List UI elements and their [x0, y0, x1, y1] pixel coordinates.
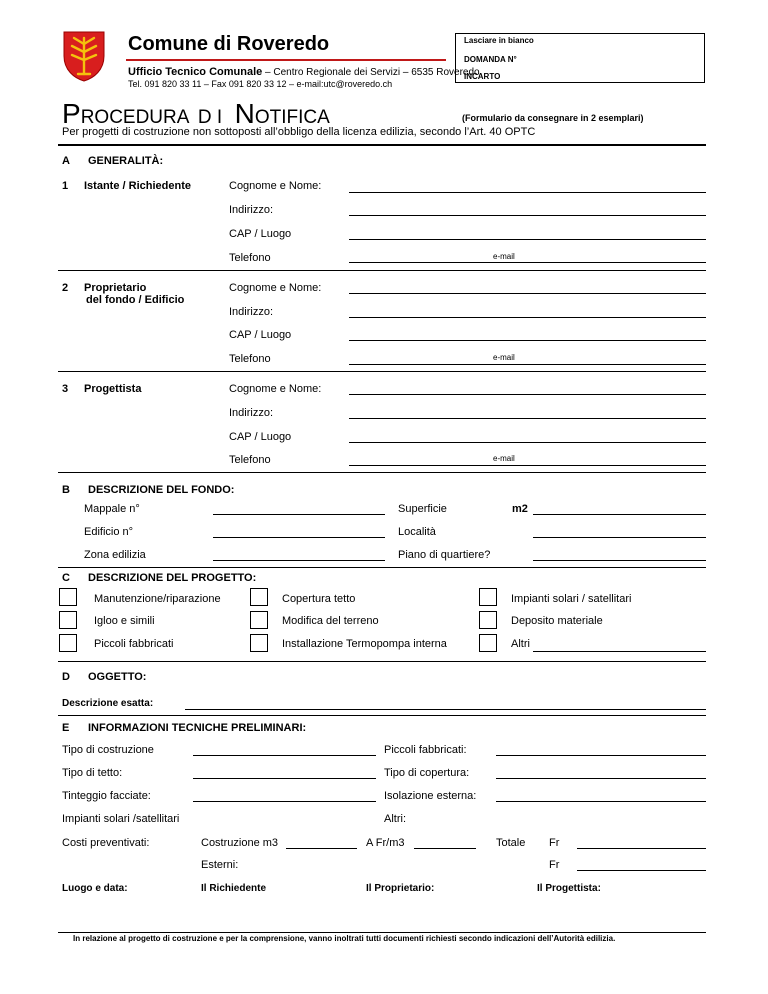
- party-2-email-label: e-mail: [493, 353, 515, 362]
- party-3-phone-label: Telefono: [229, 454, 271, 466]
- party-3-address-field[interactable]: [349, 418, 706, 419]
- section-b-bottom-rule: [58, 567, 706, 568]
- office-detail: – Centro Regionale dei Servizi – 6535 Roveredo: [262, 67, 480, 78]
- party-3-name-label: Cognome e Nome:: [229, 383, 322, 395]
- totale-fr-label: Fr: [549, 837, 560, 849]
- party-1-name-field[interactable]: [349, 192, 706, 193]
- party-2-phone-email-field[interactable]: [349, 364, 706, 365]
- section-a-bottom-rule: [58, 472, 706, 473]
- party-2-name-field[interactable]: [349, 293, 706, 294]
- party-2-label: Proprietario: [84, 282, 147, 294]
- piano-field[interactable]: [533, 560, 706, 561]
- option-piccoli-fabbricati: Piccoli fabbricati: [94, 638, 174, 650]
- altri-field[interactable]: [533, 651, 706, 652]
- descrizione-label: Descrizione esatta:: [62, 698, 154, 709]
- checkbox-igloo[interactable]: [59, 611, 77, 629]
- tipo-copertura-label: Tipo di copertura:: [384, 767, 470, 779]
- title-rule: [58, 144, 706, 146]
- checkbox-modifica-terreno[interactable]: [250, 611, 268, 629]
- progettista-signature-label: Il Progettista:: [537, 883, 601, 894]
- party-1-cap-field[interactable]: [349, 239, 706, 240]
- piano-label: Piano di quartiere?: [398, 549, 491, 561]
- party-2-name-label: Cognome e Nome:: [229, 282, 322, 294]
- section-c-letter: C: [62, 572, 70, 584]
- checkbox-impianti-solari[interactable]: [479, 588, 497, 606]
- section-a-heading: GENERALITÀ:: [88, 155, 164, 167]
- costruzione-m3-field[interactable]: [286, 848, 357, 849]
- office-name: Ufficio Tecnico Comunale: [128, 66, 263, 78]
- altri-e-label: Altri:: [384, 813, 406, 825]
- party-1-separator: [58, 270, 706, 271]
- richiedente-signature-label: Il Richiedente: [201, 883, 267, 894]
- m2-unit: m2: [512, 503, 528, 515]
- checkbox-termopompa[interactable]: [250, 634, 268, 652]
- checkbox-altri[interactable]: [479, 634, 497, 652]
- checkbox-piccoli-fabbricati[interactable]: [59, 634, 77, 652]
- tipo-costruzione-field[interactable]: [193, 755, 376, 756]
- tinteggio-label: Tinteggio facciate:: [62, 790, 151, 802]
- party-3-phone-email-field[interactable]: [349, 465, 706, 466]
- header-red-rule: [126, 59, 446, 61]
- piccoli-fabbricati-field[interactable]: [496, 755, 706, 756]
- superficie-label: Superficie: [398, 503, 447, 515]
- section-c-heading: DESCRIZIONE DEL PROGETTO:: [88, 572, 257, 584]
- section-b-heading: DESCRIZIONE DEL FONDO:: [88, 484, 235, 496]
- party-1-phone-email-field[interactable]: [349, 262, 706, 263]
- localita-field[interactable]: [533, 537, 706, 538]
- checkbox-deposito-materiale[interactable]: [479, 611, 497, 629]
- zona-field[interactable]: [213, 560, 385, 561]
- costruzione-m3-label: Costruzione m3: [201, 837, 279, 849]
- option-deposito-materiale: Deposito materiale: [511, 615, 603, 627]
- subtitle: Per progetti di costruzione non sottoposti all’obbligo della licenza edilizia, secondo l’Art. 40 OPTC: [62, 126, 536, 138]
- party-1-address-label: Indirizzo:: [229, 204, 274, 216]
- costi-label: Costi preventivati:: [62, 837, 150, 849]
- party-2-phone-label: Telefono: [229, 353, 271, 365]
- party-3-name-field[interactable]: [349, 394, 706, 395]
- office-contacts: Tel. 091 820 33 11 – Fax 091 820 33 12 – e-mail:utc@roveredo.ch: [128, 79, 393, 89]
- tipo-tetto-field[interactable]: [193, 778, 376, 779]
- party-1-label: Istante / Richiedente: [84, 180, 191, 192]
- party-2-address-label: Indirizzo:: [229, 306, 274, 318]
- party-1-address-field[interactable]: [349, 215, 706, 216]
- section-d-heading: OGGETTO:: [88, 671, 147, 683]
- tipo-tetto-label: Tipo di tetto:: [62, 767, 123, 779]
- zona-label: Zona edilizia: [84, 549, 146, 561]
- section-a-letter: A: [62, 155, 70, 167]
- party-2-number: 2: [62, 282, 69, 294]
- esterni-fr-label: Fr: [549, 859, 560, 871]
- superficie-field[interactable]: [533, 514, 706, 515]
- section-c-bottom-rule: [58, 661, 706, 662]
- descrizione-field[interactable]: [185, 709, 706, 710]
- party-2-label-line2: del fondo / Edificio: [86, 294, 185, 306]
- section-e-heading: INFORMAZIONI TECNICHE PRELIMINARI:: [88, 722, 307, 734]
- tipo-costruzione-label: Tipo di costruzione: [62, 744, 154, 756]
- esterni-label: Esterni:: [201, 859, 239, 871]
- luogo-data-label: Luogo e data:: [62, 883, 128, 894]
- party-1-phone-label: Telefono: [229, 252, 271, 264]
- party-3-email-label: e-mail: [493, 454, 515, 463]
- footer-rule: [58, 932, 706, 933]
- party-1-name-label: Cognome e Nome:: [229, 180, 322, 192]
- party-3-label: Progettista: [84, 383, 142, 395]
- option-manutenzione: Manutenzione/riparazione: [94, 593, 221, 605]
- party-2-address-field[interactable]: [349, 317, 706, 318]
- party-3-cap-field[interactable]: [349, 442, 706, 443]
- option-copertura-tetto: Copertura tetto: [282, 593, 356, 605]
- party-2-cap-field[interactable]: [349, 340, 706, 341]
- party-3-number: 3: [62, 383, 69, 395]
- party-2-cap-label: CAP / Luogo: [229, 329, 292, 341]
- domanda-label: DOMANDA N°: [464, 55, 517, 64]
- party-1-email-label: e-mail: [493, 252, 515, 261]
- proprietario-signature-label: Il Proprietario:: [366, 883, 435, 894]
- section-d-letter: D: [62, 671, 70, 683]
- option-termopompa: Installazione Termopompa interna: [282, 638, 447, 650]
- page-title: PROCEDURA D I NOTIFICA: [62, 98, 330, 129]
- coat-of-arms-logo: [62, 30, 106, 82]
- afr-m3-label: A Fr/m3: [366, 837, 405, 849]
- totale-fr-field[interactable]: [577, 848, 706, 849]
- afr-m3-field[interactable]: [414, 848, 476, 849]
- party-3-address-label: Indirizzo:: [229, 407, 274, 419]
- mappale-field[interactable]: [213, 514, 385, 515]
- tipo-copertura-field[interactable]: [496, 778, 706, 779]
- party-1-number: 1: [62, 180, 69, 192]
- party-2-separator: [58, 371, 706, 372]
- isolazione-label: Isolazione esterna:: [384, 790, 477, 802]
- option-modifica-terreno: Modifica del terreno: [282, 615, 379, 627]
- party-3-cap-label: CAP / Luogo: [229, 431, 292, 443]
- section-d-bottom-rule: [58, 715, 706, 716]
- option-impianti-solari: Impianti solari / satellitari: [511, 593, 632, 605]
- totale-label: Totale: [496, 837, 526, 849]
- piccoli-fabbricati-label: Piccoli fabbricati:: [384, 744, 467, 756]
- option-altri: Altri: [511, 638, 530, 650]
- party-1-cap-label: CAP / Luogo: [229, 228, 292, 240]
- section-b-letter: B: [62, 484, 70, 496]
- esterni-fr-field[interactable]: [577, 870, 706, 871]
- incarto-label: INCARTO: [464, 72, 501, 81]
- section-e-letter: E: [62, 722, 70, 734]
- blank-box: [455, 33, 705, 83]
- edificio-label: Edificio n°: [84, 526, 134, 538]
- office-line: [128, 66, 480, 78]
- checkbox-manutenzione[interactable]: [59, 588, 77, 606]
- edificio-field[interactable]: [213, 537, 385, 538]
- footer-note: In relazione al progetto di costruzione e per la comprensione, vanno inoltrati tutti documenti richiesti secondo indicazioni dell’Autorità edilizia.: [73, 934, 616, 943]
- localita-label: Località: [398, 526, 436, 538]
- option-igloo: Igloo e simili: [94, 615, 155, 627]
- mappale-label: Mappale n°: [84, 503, 140, 515]
- blank-box-title: Lasciare in bianco: [464, 36, 534, 45]
- isolazione-field[interactable]: [496, 801, 706, 802]
- impianti-label: Impianti solari /satellitari: [62, 813, 180, 825]
- checkbox-copertura-tetto[interactable]: [250, 588, 268, 606]
- municipality-name: Comune di Roveredo: [128, 33, 330, 55]
- tinteggio-field[interactable]: [193, 801, 376, 802]
- copies-note: (Formulario da consegnare in 2 esemplari): [462, 113, 644, 123]
